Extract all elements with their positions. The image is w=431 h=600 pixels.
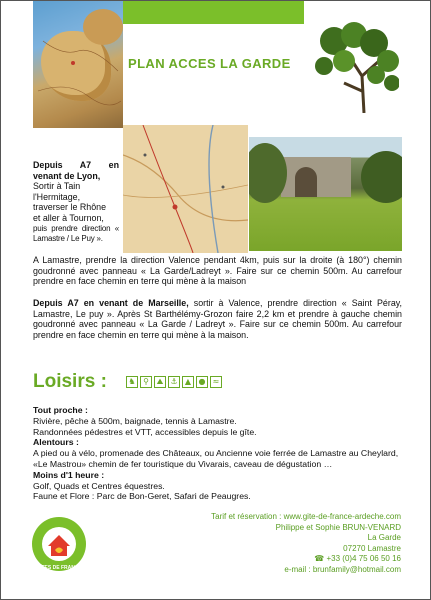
address-line: 07270 Lamastre xyxy=(343,543,401,553)
lyon-directions-text: A Lamastre, prendre la direction Valence pendant 4km, puis sur la droite (à 180°) chemin goudronné avec panneau « La Garde/Ladreyt ». Faire sur ce chemin 500m. Au carrefour prendre en face chemin en terre qui mène à la maison xyxy=(33,255,402,287)
lyon-directions-intro xyxy=(33,160,119,245)
lyon-line: traverser le Rhône xyxy=(33,202,107,213)
marseille-heading: Depuis A7 en venant de Marseille, xyxy=(33,298,189,308)
svg-text:GÎTES DE FRANCE: GÎTES DE FRANCE xyxy=(36,565,82,571)
swimming-icon: ≈ xyxy=(210,376,222,388)
page-title: PLAN ACCES LA GARDE xyxy=(128,56,291,71)
fishing-icon: ⚓ xyxy=(168,376,180,388)
cycling-icon: ⚲ xyxy=(140,376,152,388)
lyon-line: l'Hermitage, xyxy=(33,191,81,202)
activities-list xyxy=(33,405,405,502)
tree-image xyxy=(304,21,399,113)
lyon-line: Sortir à Tain xyxy=(33,181,81,192)
garden-photo xyxy=(249,137,402,251)
lyon-line: et aller à Tournon, xyxy=(33,212,104,223)
phone-line xyxy=(211,554,401,565)
booking-line: Tarif et réservation : www.gite-de-france-ardeche.com xyxy=(211,512,401,521)
header-green-bar xyxy=(123,1,304,24)
road-map-image xyxy=(123,125,248,253)
section-heading: Tout proche : xyxy=(33,405,88,415)
activity-icons xyxy=(126,376,222,388)
phone-number: +33 (0)4 75 06 50 16 xyxy=(326,554,401,564)
contact-block xyxy=(211,512,401,576)
horse-riding-icon: ♞ xyxy=(126,376,138,388)
owner-names: Philippe et Sophie BRUN-VENARD xyxy=(275,522,401,532)
section-line: Golf, Quads et Centres équestres. xyxy=(33,480,165,491)
marseille-text: sortir à Valence, prendre direction « Saint Péray, Lamastre, Le puy ». Après St Barthélémy-Grozon faire 2,2 km et prendre à gauche chemin goudronné avec panneau « La Garde / Ladreyt ». Faire sur ce chemin 500m. Au carrefour prendre en face chemin en terre qui mène à la maison. xyxy=(33,298,402,340)
section-heading: Alentours : xyxy=(33,437,79,448)
marseille-directions xyxy=(33,298,402,340)
france-map-image xyxy=(33,1,123,128)
phone-icon: ☎ xyxy=(314,554,327,564)
section-line: Randonnées pédestres et VTT, accessibles depuis le gîte. xyxy=(33,426,257,437)
section-line: Faune et Flore : Parc de Bon-Geret, Safari de Peaugres. xyxy=(33,491,251,502)
section-heading: Moins d'1 heure : xyxy=(33,469,105,480)
email-line[interactable]: e-mail : brunfamily@hotmail.com xyxy=(284,564,401,574)
gites-de-france-logo xyxy=(31,516,87,572)
address-line: La Garde xyxy=(367,533,401,543)
mountain-icon: ▲ xyxy=(182,376,194,388)
lyon-heading: Depuis A7 en venant de Lyon, xyxy=(33,160,119,181)
lyon-line-small: puis prendre direction « Lamastre / Le Puy ». xyxy=(33,223,119,244)
section-line: A pied ou à vélo, promenade des Châteaux, ou Ancienne voie ferrée de Lamastre au Cheylard, «Le Mastrou» chemin de fer touristique du Vivarais, caveau de dégustation … xyxy=(33,448,399,469)
hiking-icon: ⛰ xyxy=(154,376,166,388)
tennis-icon: ● xyxy=(196,376,208,388)
loisirs-title: Loisirs : xyxy=(33,371,107,392)
section-line: Rivière, pêche à 500m, baignade, tennis à Lamastre. xyxy=(33,415,237,426)
